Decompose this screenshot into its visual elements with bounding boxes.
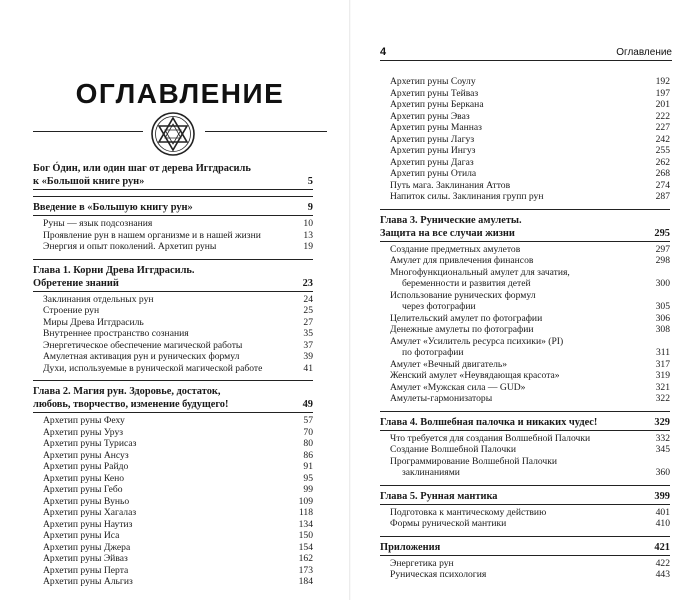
- toc-entry: [33, 461, 313, 473]
- table-of-contents-left: [33, 162, 313, 588]
- toc-entry-page: 10: [303, 218, 313, 229]
- toc-entry: [33, 294, 313, 306]
- toc-entry-page: 201: [655, 99, 670, 110]
- toc-entry-title: Формы рунической мантики: [390, 518, 507, 529]
- toc-entry-page: 319: [655, 370, 670, 381]
- toc-entry-page: 70: [303, 426, 313, 438]
- toc-entry-page: 192: [655, 76, 670, 87]
- toc-entry: [380, 145, 670, 157]
- toc-entry-page: 329: [654, 416, 670, 428]
- toc-entry: [33, 473, 313, 485]
- toc-entry: [33, 218, 313, 230]
- page-title: ОГЛАВЛЕНИЕ: [75, 78, 285, 109]
- toc-entry-page: 23: [302, 277, 313, 289]
- toc-chapter-entry: [33, 398, 313, 413]
- toc-entry-page: 118: [298, 507, 313, 518]
- toc-entry: [380, 382, 670, 394]
- toc-entry-title: Что требуется для создания Волшебной Палочки: [390, 432, 591, 444]
- toc-entry-page: 25: [303, 305, 313, 316]
- toc-entry: [380, 456, 670, 468]
- toc-entry-title: Подготовка к мантическому действию: [390, 506, 547, 518]
- toc-entry-title: заклинаниями: [402, 467, 460, 478]
- toc-entry: [33, 340, 313, 352]
- toc-entry: [33, 427, 313, 439]
- toc-entry-page: 443: [655, 569, 670, 580]
- toc-entry-title: Амулет для привлечения финансов: [390, 255, 534, 266]
- toc-entry-page: 19: [303, 241, 313, 252]
- toc-entry: [33, 542, 313, 554]
- toc-entry: [380, 88, 670, 100]
- toc-entry-title: Архетип руны Кено: [43, 472, 125, 484]
- section-divider: [33, 196, 313, 197]
- toc-entry-page: 39: [303, 351, 313, 362]
- toc-entry-title: Использование рунических формул: [390, 289, 536, 301]
- toc-chapter-entry: [380, 214, 670, 227]
- toc-entry: [33, 484, 313, 496]
- toc-entry-page: 5: [307, 176, 313, 187]
- toc-entry-title: Глава 5. Рунная мантика: [380, 490, 498, 502]
- toc-entry-page: 109: [298, 495, 313, 507]
- toc-entry-page: 255: [655, 145, 670, 156]
- toc-entry: [380, 324, 670, 336]
- toc-entry: [33, 438, 313, 450]
- toc-entry: [33, 230, 313, 242]
- toc-entry: [380, 111, 670, 123]
- toc-entry-page: 300: [655, 278, 670, 289]
- toc-entry-title: Денежные амулеты по фотографии: [390, 324, 534, 335]
- toc-entry: [33, 507, 313, 519]
- toc-entry-page: 227: [655, 122, 670, 133]
- toc-entry-page: 99: [303, 484, 313, 495]
- toc-entry-page: 274: [655, 179, 670, 191]
- toc-entry-page: 311: [655, 347, 670, 358]
- toc-entry-page: 184: [298, 576, 313, 587]
- toc-entry: [380, 569, 670, 581]
- toc-chapter-entry: [33, 201, 313, 216]
- toc-entry-page: 197: [655, 87, 670, 99]
- toc-entry-page: 321: [655, 381, 670, 393]
- toc-entry-title: Архетип руны Вуньо: [43, 495, 130, 507]
- toc-entry-page: 305: [655, 301, 670, 312]
- toc-entry-title: Архетип руны Эваз: [390, 110, 470, 122]
- toc-entry: [33, 317, 313, 329]
- toc-entry: [33, 351, 313, 363]
- toc-entry: [380, 336, 670, 348]
- toc-entry-title: Путь мага. Заклинания Аттов: [390, 179, 511, 191]
- toc-entry: [380, 313, 670, 325]
- toc-entry-title: через фотографии: [402, 301, 476, 312]
- toc-entry: [33, 519, 313, 531]
- toc-entry: [380, 99, 670, 111]
- toc-entry: [380, 157, 670, 169]
- toc-entry-title: Архетип руны Ансуз: [43, 449, 129, 461]
- toc-entry-page: 399: [654, 490, 670, 502]
- page-number: 4: [380, 46, 387, 58]
- toc-entry-title: Архетип руны Манназ: [390, 122, 482, 133]
- header-rule: [380, 60, 672, 61]
- toc-chapter-entry: [33, 162, 313, 175]
- toc-entry-page: 37: [303, 339, 313, 351]
- ornament-rule-right: [205, 131, 327, 132]
- toc-entry-page: 360: [655, 467, 670, 478]
- toc-entry: [33, 241, 313, 253]
- toc-entry: [380, 278, 670, 290]
- toc-entry-page: 91: [303, 461, 313, 472]
- toc-entry-page: 422: [655, 557, 670, 569]
- toc-entry: [380, 359, 670, 371]
- right-page: [350, 0, 700, 600]
- toc-entry: [33, 415, 313, 427]
- toc-entry-title: Амулетная активация рун и рунических формул: [43, 351, 240, 362]
- toc-entry-page: 150: [298, 530, 313, 541]
- toc-entry-title: Архетип руны Гебо: [43, 484, 123, 495]
- toc-entry-title: Обретение знаний: [33, 277, 119, 289]
- toc-entry: [380, 76, 670, 88]
- toc-entry-page: 95: [303, 472, 313, 484]
- toc-entry-page: 317: [655, 358, 670, 370]
- toc-entry: [380, 191, 670, 203]
- toc-entry-page: 86: [303, 449, 313, 461]
- toc-entry-title: Глава 4. Волшебная палочка и никаких чудес!: [380, 416, 598, 428]
- toc-entry-title: Строение рун: [43, 305, 100, 316]
- toc-entry: [33, 328, 313, 340]
- toc-entry-title: Энергетическое обеспечение магической работы: [43, 339, 243, 351]
- table-of-contents-right: [380, 76, 670, 581]
- toc-entry-page: 297: [655, 243, 670, 255]
- toc-entry-title: Женский амулет «Неувядающая красота»: [390, 370, 560, 381]
- section-divider: [380, 485, 670, 486]
- toc-chapter-entry: [33, 264, 313, 277]
- toc-entry-title: Миры Древа Иггдрасиль: [43, 316, 144, 328]
- toc-entry: [380, 444, 670, 456]
- toc-entry-title: Программирование Волшебной Палочки: [390, 455, 558, 467]
- toc-entry: [380, 290, 670, 302]
- toc-entry-title: Бог Óдин, или один шаг от дерева Иггдрасиль: [33, 163, 251, 174]
- toc-entry-title: Архетип руны Эйваз: [43, 553, 128, 564]
- toc-entry: [380, 134, 670, 146]
- toc-entry-page: 162: [298, 553, 313, 564]
- toc-entry-title: Введение в «Большую книгу рун»: [33, 202, 193, 213]
- toc-chapter-entry: [380, 490, 670, 505]
- toc-entry-title: Глава 2. Магия рун. Здоровье, достаток,: [33, 386, 221, 397]
- toc-entry-title: Амулеты-гармонизаторы: [390, 393, 493, 404]
- toc-entry: [33, 553, 313, 565]
- toc-entry-page: 262: [655, 156, 670, 168]
- toc-entry-page: 242: [655, 133, 670, 145]
- toc-entry-page: 57: [303, 415, 313, 426]
- toc-entry-page: 268: [655, 168, 670, 179]
- toc-entry-title: Создание предметных амулетов: [390, 243, 521, 255]
- toc-entry-page: 24: [303, 293, 313, 305]
- toc-entry-page: 401: [655, 506, 670, 518]
- section-divider: [380, 536, 670, 537]
- toc-entry-title: Архетип руны Лагуз: [390, 133, 475, 145]
- toc-entry-title: Архетип руны Турисаз: [43, 438, 137, 449]
- toc-entry-title: Архетип руны Хагалаз: [43, 507, 137, 518]
- toc-entry: [33, 496, 313, 508]
- toc-entry-page: 173: [298, 564, 313, 576]
- toc-entry: [380, 370, 670, 382]
- toc-entry-page: 35: [303, 328, 313, 339]
- toc-entry: [380, 467, 670, 479]
- toc-entry: [380, 518, 670, 530]
- toc-entry-page: 287: [655, 191, 670, 202]
- toc-entry-title: Амулет «Вечный двигатель»: [390, 358, 508, 370]
- toc-entry-page: 410: [655, 518, 670, 529]
- toc-entry-page: 27: [303, 316, 313, 328]
- star-of-david-emblem-icon: [149, 110, 197, 158]
- toc-entry-page: 308: [655, 324, 670, 335]
- toc-entry-title: Энергетика рун: [390, 557, 454, 569]
- toc-entry-page: 80: [303, 438, 313, 449]
- toc-entry-title: Целительский амулет по фотографии: [390, 312, 543, 324]
- toc-entry-title: Духи, используемые в рунической магической работе: [43, 362, 263, 374]
- toc-entry-title: Амулет «Усилитель ресурса психики» (PI): [390, 335, 564, 347]
- toc-entry-page: 345: [655, 444, 670, 455]
- toc-entry-title: к «Большой книге рун»: [33, 176, 145, 187]
- toc-chapter-entry: [33, 277, 313, 292]
- toc-entry-title: любовь, творчество, изменение будущего!: [33, 399, 229, 410]
- toc-entry-title: Архетип руны Ингуз: [390, 145, 476, 156]
- toc-entry-page: 295: [654, 227, 670, 239]
- toc-entry-title: Архетип руны Альгиз: [43, 576, 133, 587]
- toc-entry-title: Архетип руны Уруз: [43, 426, 124, 438]
- toc-entry-page: 13: [303, 229, 313, 241]
- toc-entry: [380, 347, 670, 359]
- toc-entry-title: Архетип руны Джера: [43, 541, 131, 553]
- toc-entry: [380, 393, 670, 405]
- section-divider: [33, 259, 313, 260]
- toc-entry: [380, 301, 670, 313]
- toc-entry: [33, 450, 313, 462]
- section-divider: [380, 411, 670, 412]
- ornament-rule-left: [33, 131, 143, 132]
- toc-chapter-entry: [380, 227, 670, 242]
- toc-entry: [380, 168, 670, 180]
- toc-entry-title: Архетип руны Дагаз: [390, 156, 474, 168]
- toc-entry-page: 322: [655, 393, 670, 404]
- toc-entry-title: Напиток силы. Заклинания групп рун: [390, 191, 544, 202]
- toc-entry: [33, 576, 313, 588]
- toc-entry: [33, 530, 313, 542]
- toc-chapter-entry: [380, 416, 670, 431]
- toc-entry-title: Проявление рун в нашем организме и в нашей жизни: [43, 229, 261, 241]
- toc-entry-title: Архетип руны Тейваз: [390, 87, 479, 99]
- toc-entry: [33, 305, 313, 317]
- toc-entry-title: Глава 1. Корни Древа Иггдрасиль.: [33, 264, 195, 276]
- toc-entry-title: Энергия и опыт поколений. Архетип руны: [43, 241, 217, 252]
- toc-entry: [380, 558, 670, 570]
- toc-entry-page: 222: [655, 110, 670, 122]
- toc-entry-title: Архетип руны Феху: [43, 415, 125, 426]
- toc-entry: [380, 433, 670, 445]
- toc-entry-title: Создание Волшебной Палочки: [390, 444, 516, 455]
- toc-entry-page: 154: [298, 541, 313, 553]
- toc-entry: [380, 244, 670, 256]
- toc-chapter-entry: [33, 175, 313, 190]
- toc-entry-title: Многофункциональный амулет для зачатия,: [390, 266, 570, 278]
- toc-entry-title: Амулет «Мужская сила — GUD»: [390, 381, 526, 393]
- toc-chapter-entry: [33, 385, 313, 398]
- toc-entry-title: Глава 3. Рунические амулеты.: [380, 214, 522, 226]
- toc-entry-title: Архетип руны Соулу: [390, 76, 476, 87]
- toc-entry-title: Руническая психология: [390, 569, 487, 580]
- toc-entry-page: 298: [655, 255, 670, 266]
- toc-entry-page: 41: [303, 362, 313, 374]
- toc-entry-page: 306: [655, 312, 670, 324]
- section-divider: [380, 209, 670, 210]
- toc-entry-title: Архетип руны Райдо: [43, 461, 129, 472]
- toc-entry: [380, 122, 670, 134]
- running-title: Оглавление: [616, 47, 672, 58]
- toc-entry-title: Заклинания отдельных рун: [43, 293, 154, 305]
- section-divider: [33, 380, 313, 381]
- toc-entry-title: Руны — язык подсознания: [43, 218, 153, 229]
- toc-entry: [380, 255, 670, 267]
- toc-entry-page: 332: [655, 432, 670, 444]
- toc-entry-title: Архетип руны Иса: [43, 530, 120, 541]
- toc-chapter-entry: [380, 541, 670, 556]
- toc-entry-title: Защита на все случаи жизни: [380, 227, 515, 239]
- toc-entry-title: Приложения: [380, 541, 441, 553]
- toc-entry-page: 421: [654, 541, 670, 553]
- toc-entry-title: Архетип руны Наутиз: [43, 518, 133, 530]
- toc-entry: [33, 363, 313, 375]
- toc-entry-page: 134: [298, 518, 313, 530]
- toc-entry-title: беременности и развития детей: [402, 278, 531, 289]
- toc-entry: [380, 507, 670, 519]
- toc-entry-title: по фотографии: [402, 347, 464, 358]
- toc-entry: [33, 565, 313, 577]
- toc-entry-title: Архетип руны Перта: [43, 564, 129, 576]
- toc-entry-title: Архетип руны Отила: [390, 168, 477, 179]
- toc-entry-page: 9: [307, 202, 313, 213]
- toc-entry: [380, 180, 670, 192]
- toc-entry-page: 49: [302, 399, 313, 410]
- toc-entry: [380, 267, 670, 279]
- toc-entry-title: Архетип руны Беркана: [390, 99, 484, 110]
- toc-entry-title: Внутреннее пространство сознания: [43, 328, 189, 339]
